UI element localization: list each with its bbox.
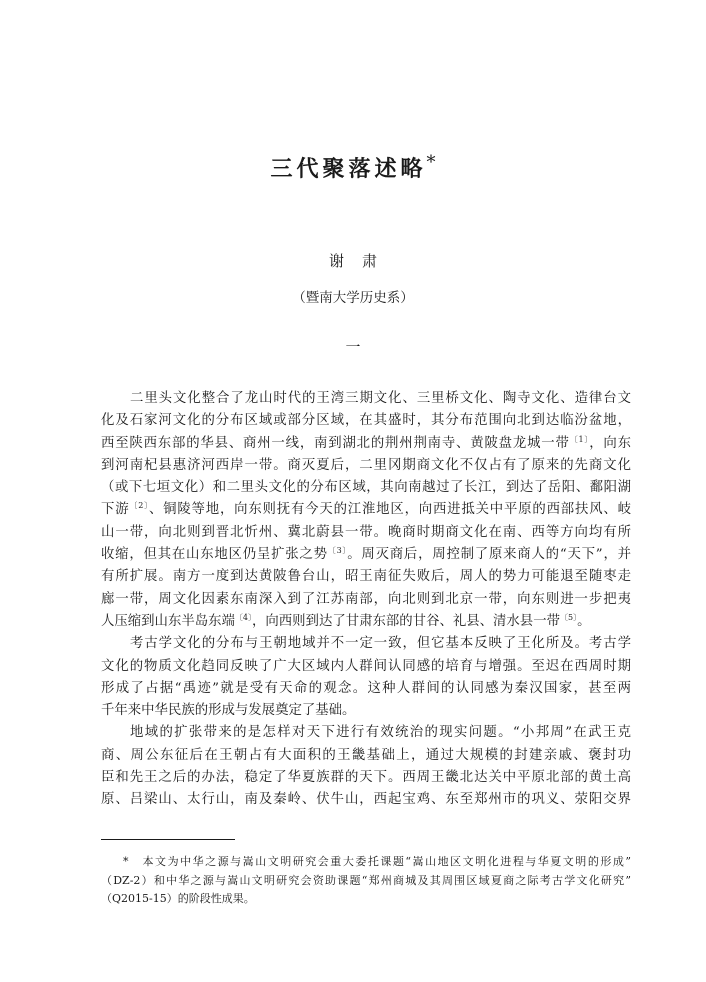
line-text: 二里头文化整合了龙山时代的王湾三期文化、三里桥文化、陶寺文化、造律台文	[130, 391, 631, 406]
line-text: ，向西则到达了甘肃东部的甘谷、礼县、清水县一带	[252, 613, 560, 629]
title-footnote-mark: *	[426, 152, 436, 173]
line-text: 商、周公东征后在王朝占有大面积的王畿基础上，通过大规模的封建亲戚、褒封功	[101, 747, 631, 763]
text-line	[101, 700, 631, 722]
author-name: 谢肃	[328, 252, 395, 270]
line-text: 廊一带，周文化因素东南深入到了江苏南部，向北则到北京一带，向东则进一步把夷	[101, 591, 631, 607]
line-text: 收缩，但其在山东地区仍呈扩张之势	[101, 547, 328, 563]
footnote-line	[101, 872, 631, 891]
line-text: 有所扩展。南方一度到达黄陂鲁台山，昭王南征失败后，周人的势力可能退至随枣走	[101, 569, 631, 585]
text-line	[101, 388, 631, 410]
footnote-text: * 本文为中华之源与嵩山文明研究会重大委托课题“嵩山地区文明化进程与华夏文明的形成”	[123, 855, 631, 868]
paper-title: 三代聚落述略*	[270, 152, 436, 182]
line-text: 人压缩到山东半岛东端	[101, 613, 235, 629]
text-line	[101, 745, 631, 767]
text-line	[101, 611, 631, 633]
line-text: ，向东	[589, 435, 631, 451]
citation-ref: 〔1〕	[569, 434, 590, 444]
footnote-line	[101, 853, 631, 872]
text-line	[101, 477, 631, 499]
citation-ref: 〔5〕	[559, 612, 578, 622]
text-line	[101, 522, 631, 544]
line-text: 文化的物质文化趋同反映了广大区域内人群间认同感的培育与增强。至迟在西周时期	[101, 658, 631, 674]
line-text: 千年来中华民族的形成与发展奠定了基础。	[101, 703, 356, 719]
text-line	[101, 767, 631, 789]
line-text: 到河南杞县惠济河西岸一带。商灭夏后，二里冈期商文化不仅占有了原来的先商文化	[101, 457, 631, 473]
line-text: 原、吕梁山、太行山，南及秦岭、伏牛山，西起宝鸡、东至郑州市的巩义、荥阳交界	[101, 792, 631, 808]
footnote-line	[101, 890, 631, 909]
line-text: （或下七垣文化）和二里头文化的分布区域，其向南越过了长江，到达了岳阳、鄱阳湖	[101, 480, 631, 496]
line-text: 。	[577, 613, 591, 629]
text-line	[101, 633, 631, 655]
footnote-text: （Q2015-15）的阶段性成果。	[101, 892, 255, 905]
line-text: 形成了占据“禹迹”就是受有天命的观念。这种人群间的认同感为秦汉国家，甚至两	[101, 680, 631, 696]
text-line	[101, 678, 631, 700]
text-line	[101, 656, 631, 678]
text-line	[101, 433, 631, 455]
text-line	[101, 566, 631, 588]
citation-ref: 〔3〕	[327, 546, 348, 556]
section-heading: 一	[345, 338, 361, 356]
author-affiliation: （暨南大学历史系）	[292, 290, 414, 306]
line-text: 山一带，向北则到晋北忻州、冀北蔚县一带。晚商时期商文化在南、西等方向均有所	[101, 524, 631, 540]
line-text: 化及石家河文化的分布区域或部分区域，在其盛时，其分布范围向北到达临汾盆地，	[101, 413, 631, 429]
text-line	[101, 410, 631, 432]
citation-ref: 〔2〕	[129, 501, 149, 511]
text-line	[101, 455, 631, 477]
footnote-rule	[101, 839, 235, 840]
text-line	[101, 544, 631, 566]
line-text: 地域的扩张带来的是怎样对天下进行有效统治的现实问题。“小邦周”在武王克	[130, 725, 631, 741]
footnote-text: （DZ-2）和中华之源与嵩山文明研究会资助课题“郑州商城及其周围区域夏商之际考古学文化研究”	[101, 873, 631, 887]
body-text	[101, 388, 631, 812]
footnote	[101, 853, 631, 909]
citation-ref: 〔4〕	[234, 612, 252, 622]
text-line	[101, 499, 631, 521]
line-text: 、铜陵等地，向东则抚有今天的江淮地区，向西进抵关中平原的西部扶风、岐	[148, 502, 631, 518]
line-text: 考古学文化的分布与王朝地域并不一定一致，但它基本反映了王化所及。考古学	[130, 636, 631, 652]
text-line	[101, 789, 631, 811]
line-text: 。周灭商后，周控制了原来商人的“天下”，并	[347, 547, 631, 563]
text-line	[101, 722, 631, 744]
line-text: 西至陕西东部的华县、商州一线，南到湖北的荆州荆南寺、黄陂盘龙城一带	[101, 435, 570, 451]
text-line	[101, 589, 631, 611]
line-text: 臣和先王之后的办法，稳定了华夏族群的天下。西周王畿北达关中平原北部的黄土高	[101, 770, 631, 786]
line-text: 下游	[101, 502, 130, 518]
